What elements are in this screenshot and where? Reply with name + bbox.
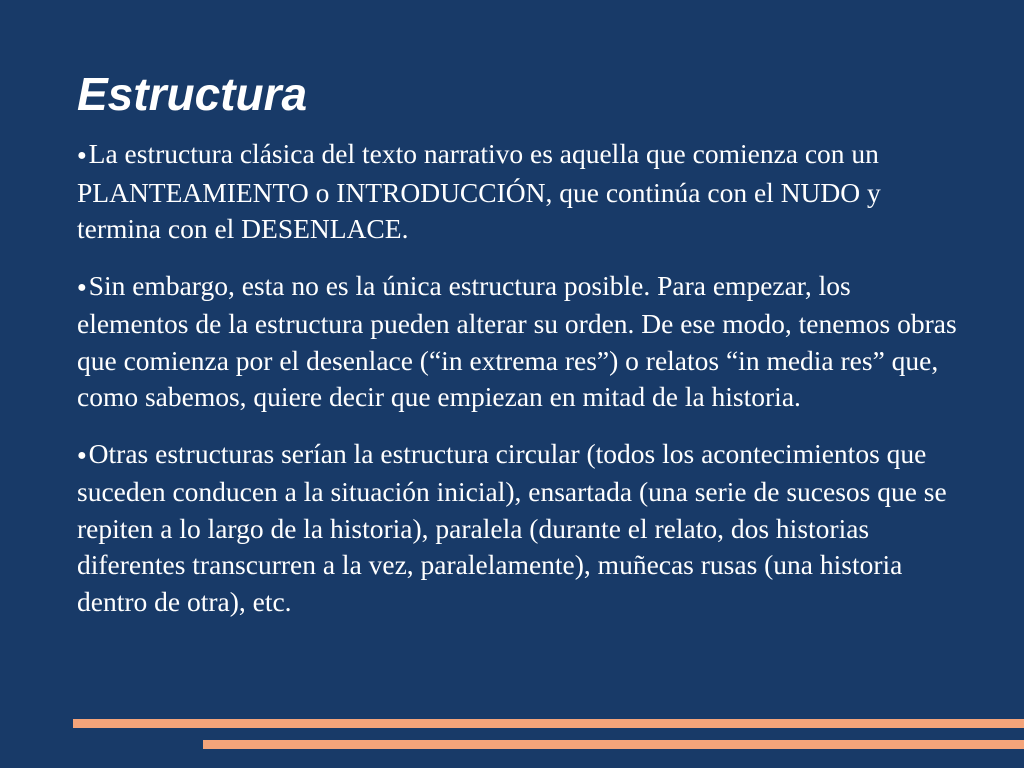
decorative-bar-top (73, 719, 1024, 728)
paragraph-text: La estructura clásica del texto narrativo es aquella que comienza con un PLANTEAMIENTO o INTRODUCCIÓN, que continúa con el NUDO y termina con el DESENLACE. (77, 138, 881, 244)
bullet-icon: ● (77, 278, 87, 296)
slide-title: Estructura (77, 68, 308, 120)
bullet-paragraph-3 (77, 436, 967, 621)
bullet-icon: ● (77, 446, 87, 464)
bullet-paragraph-2 (77, 268, 967, 416)
bullet-paragraph-1 (77, 136, 967, 248)
paragraph-text: Otras estructuras serían la estructura circular (todos los acontecimientos que suceden conducen a la situación inicial), ensartada (una serie de sucesos que se repiten a lo largo de la historia), paralela (durante el relato, dos historias diferentes transcurren a la vez, paralelamente), muñecas rusas (una historia dentro de otra), etc. (77, 437, 947, 617)
paragraph-text: Sin embargo, esta no es la única estructura posible. Para empezar, los elementos de la estructura pueden alterar su orden. De ese modo, tenemos obras que comienza por el desenlace (“in extrema res”) o relatos “in media res” que, como sabemos, quiere decir que empiezan en mitad de la historia. (77, 269, 957, 412)
bullet-icon: ● (77, 147, 87, 164)
decorative-bar-bottom (203, 740, 1024, 749)
slide-body (77, 136, 967, 640)
